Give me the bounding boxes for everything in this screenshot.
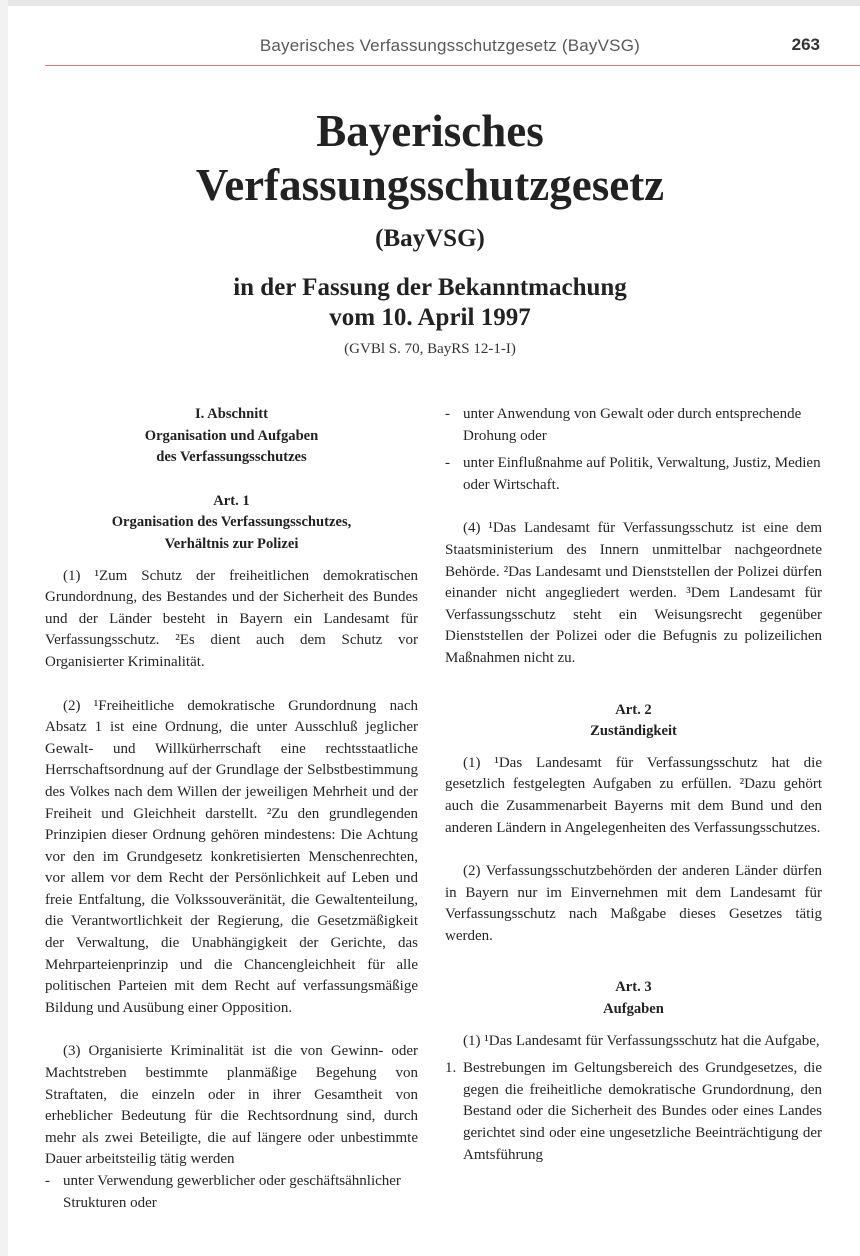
source-citation: (GVBl S. 70, BayRS 12-1-I) [344, 341, 516, 357]
running-header: Bayerisches Verfassungsschutzgesetz (BayVSG) [259, 36, 640, 55]
numbered-item-text: Bestrebungen im Geltungsbereich des Grundgesetzes, die gegen die freiheitliche demokratische Grundordnung, den Bestand oder die Sicherheit des Bundes oder eines Landes gerichtet sind oder eine ungesetzliche Beeinträchtigung der Amtsführung [463, 1060, 822, 1163]
bullet-dash: - [445, 406, 450, 422]
law-abbreviation: (BayVSG) [375, 225, 485, 252]
title-block [0, 104, 860, 358]
art2-paragraph-2: (2) Verfassungsschutzbehörden der anderen Länder dürfen in Bayern nur im Einvernehmen mit dem Landesamt für Verfassungsschutz nach Maßgabe dieses Gesetzes tätig werden. [445, 863, 822, 944]
art3-heading: Art. 3 [615, 979, 652, 996]
list-item [445, 404, 822, 447]
art1-heading: Art. 1 [213, 492, 250, 509]
list-item-text: unter Einflußnahme auf Politik, Verwaltung, Justiz, Medien oder Wirtschaft. [463, 455, 821, 493]
numbered-item [445, 1058, 822, 1166]
art1-paragraph-2: (2) ¹Freiheitliche demokratische Grundordnung nach Absatz 1 ist eine Ordnung, die unter Ausschluß jeglicher Gewalt- und Willkürherrschaft eine rechtsstaatliche Herrschaftsordnung auf der Grundlage der Selbstbestimmung des Volkes nach dem Willen der jeweiligen Mehrheit und der Freiheit und Gleichheit darstellt. ²Zu den grundlegenden Prinzipien dieser Ordnung gehören mindestens: Die Achtung vor den im Grundgesetz konkretisierten Menschenrechten, vor allem vor dem Recht der Persönlichkeit auf Leben und freie Entfaltung, die Volkssouveränität, die Gewaltenteilung, die Verantwortlichkeit der Regierung, die Gesetzmäßigkeit der Verwaltung, die Unabhängigkeit der Gerichte, das Mehrparteienprinzip und die Chancengleichheit für alle politischen Parteien mit dem Recht auf verfassungsmäßige Bildung und Ausübung einer Opposition. [45, 697, 418, 1016]
art1-title-2: Verhältnis zur Polizei [164, 535, 299, 552]
title-line-2: Verfassungsschutzgesetz [195, 160, 665, 210]
art1-paragraph-3: (3) Organisierte Kriminalität ist die von Gewinn- oder Machtstreben bestimmte planmäßige Begehung von Straftaten, die einzeln oder in ihrer Gesamtheit von erheblicher Bedeutung für die Rechtsordnung sind, durch mehr als zwei Beteiligte, die auf längere oder unbestimmte Dauer arbeitsteilig tätig werden [45, 1043, 418, 1168]
art2-paragraph-1: (1) ¹Das Landesamt für Verfassungsschutz hat die gesetzlich festgelegten Aufgaben zu erfüllen. ²Dazu gehört auch die Zusammenarbeit Bayerns mit dem Bund und den anderen Ländern in Angelegenheiten des Verfassungsschutzes. [445, 754, 822, 836]
art1-paragraph-4: (4) ¹Das Landesamt für Verfassungsschutz ist eine dem Staatsministerium des Innern unmittelbar nachgeordnete Behörde. ²Das Landesamt und Dienststellen der Polizei dürfen einander nicht angegliedert werden. ³Dem Landesamt für Verfassungsschutz steht ein Weisungsrecht gegenüber Dienststellen der Polizei oder die Befugnis zu polizeilichen Maßnahmen nicht zu. [445, 520, 822, 666]
title-line-1: Bayerisches [316, 106, 544, 156]
fassung-line-1: in der Fassung der Bekanntmachung [233, 274, 627, 301]
list-item [445, 453, 822, 496]
fassung-line-2: vom 10. April 1997 [329, 304, 531, 331]
section-title-1: Organisation und Aufgaben [144, 427, 319, 444]
right-column [445, 404, 822, 1166]
left-column [45, 404, 418, 1214]
art3-paragraph-1: (1) ¹Das Landesamt für Verfassungsschutz hat die Aufgabe, [463, 1032, 820, 1049]
art3-title: Aufgaben [603, 1001, 664, 1018]
section-title-2: des Verfassungsschutzes [156, 449, 307, 466]
list-item-text: unter Anwendung von Gewalt oder durch entsprechende Drohung oder [463, 406, 802, 444]
art2-heading: Art. 2 [615, 701, 652, 718]
section-heading: I. Abschnitt [195, 406, 268, 422]
bullet-dash: - [445, 455, 450, 472]
art2-title: Zuständigkeit [590, 723, 677, 740]
header-rule [45, 65, 860, 66]
page-number: 263 [791, 35, 820, 54]
page-edge [0, 0, 860, 6]
item-number: 1. [445, 1060, 457, 1077]
art1-paragraph-1: (1) ¹Zum Schutz der freiheitlichen demokratischen Grundordnung, des Bestandes und der Sicherheit des Bundes und der Länder besteht in Bayern ein Landesamt für Verfassungsschutz. ²Es dient auch dem Schutz vor Organisierter Kriminalität. [45, 567, 418, 670]
list-item [45, 1171, 418, 1214]
bullet-dash: - [45, 1173, 50, 1189]
art1-title-1: Organisation des Verfassungsschutzes, [111, 514, 352, 531]
list-item-text: unter Verwendung gewerblicher oder geschäftsähnlicher Strukturen oder [63, 1173, 401, 1211]
